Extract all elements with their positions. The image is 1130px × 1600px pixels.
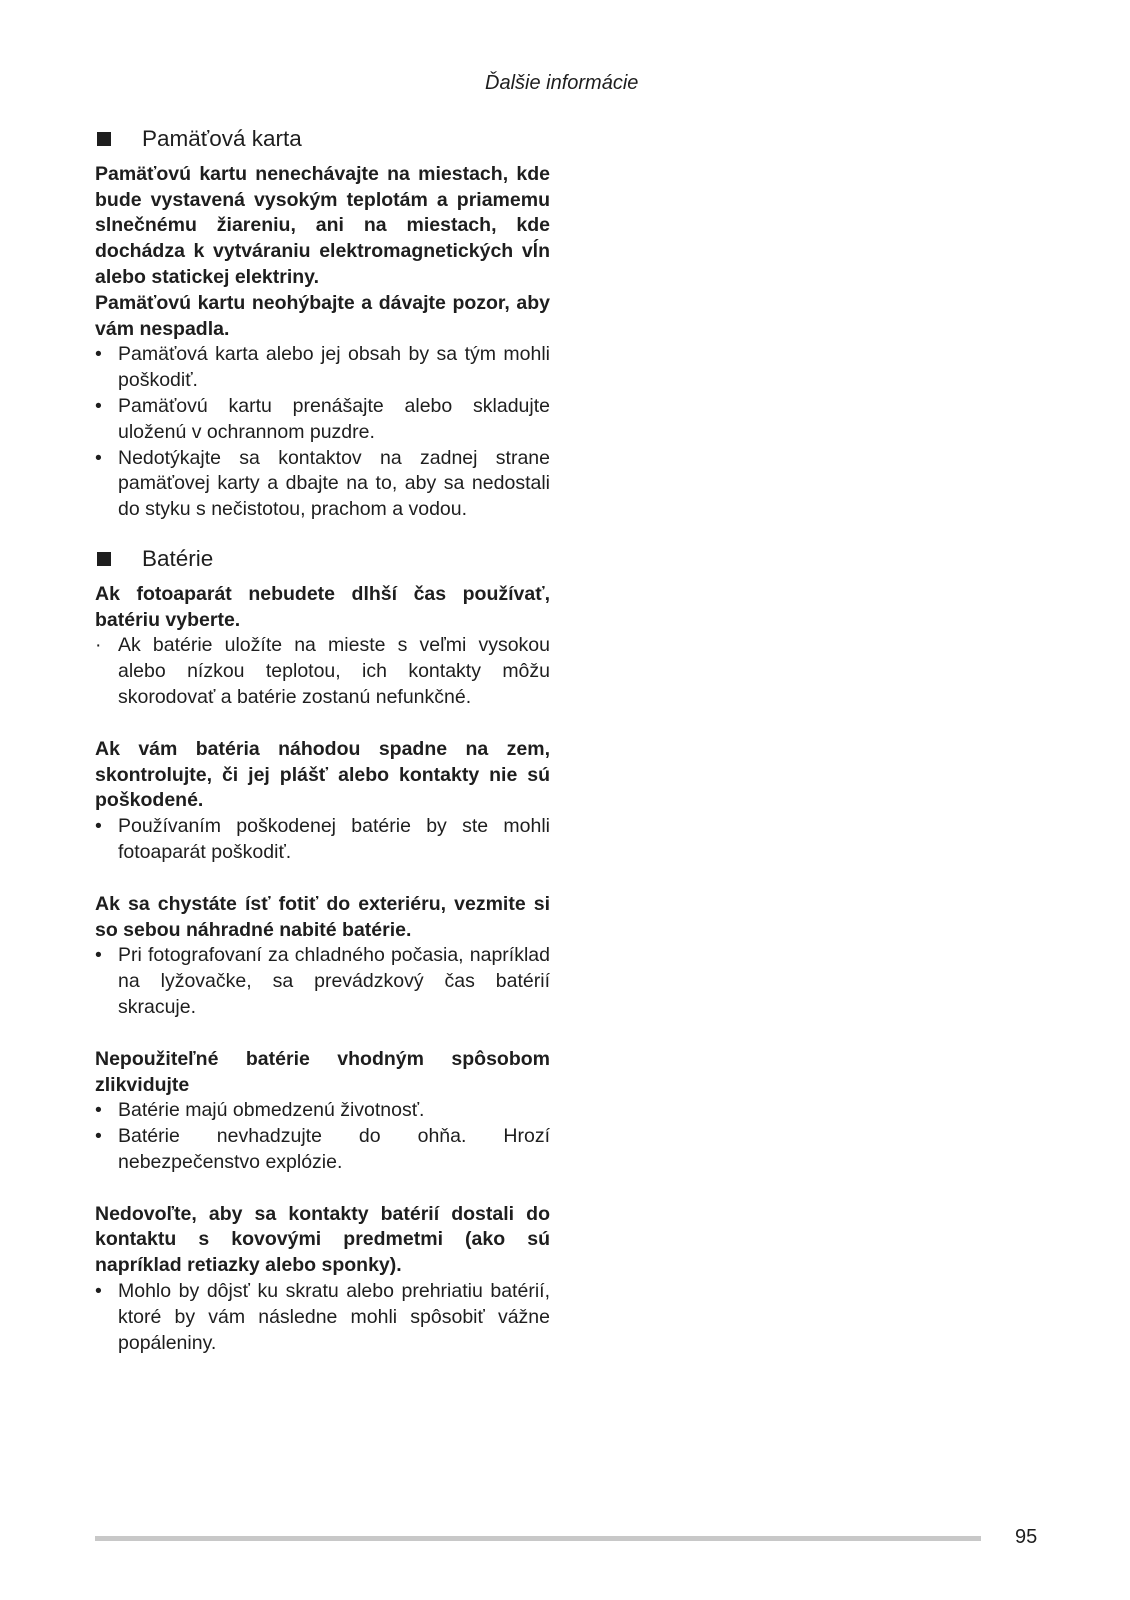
bold-instruction: Pamäťovú kartu nenechávajte na miestach, kde bude vystavená vysokým teplotám a priamemu slnečnému žiareniu, ani na miestach, kde dochádza k vytváraniu elektromagnetických vĺn alebo statickej elektriny.	[95, 162, 550, 288]
list-item-text: Mohlo by dôjsť ku skratu alebo prehriatiu batérií, ktoré by vám následne mohli spôsobiť vážne popáleniny.	[118, 1280, 550, 1354]
section-title-batteries	[95, 546, 550, 572]
list-item-text: Pamäťovú kartu prenášajte alebo skladujte uloženú v ochrannom puzdre.	[118, 394, 550, 443]
bold-instruction: Ak fotoaparát nebudete dlhší čas používať, batériu vyberte.	[95, 582, 550, 631]
list-item	[95, 633, 550, 710]
bullet-dot-icon: ·	[95, 634, 102, 657]
bullet-list	[95, 943, 550, 1020]
running-header: Ďalšie informácie	[485, 72, 639, 94]
bold-instruction: Pamäťovú kartu neohýbajte a dávajte pozor, aby vám nespadla.	[95, 291, 550, 340]
list-item	[95, 1124, 550, 1176]
list-item	[95, 342, 550, 394]
list-item-text: Batérie nevhadzujte do ohňa. Hrozí nebezpečenstvo explózie.	[118, 1125, 550, 1173]
square-bullet-icon	[97, 552, 111, 566]
bullet-list	[95, 814, 550, 866]
list-item	[95, 943, 550, 1020]
bullet-dot-icon: •	[95, 1099, 102, 1122]
section-title-text: Pamäťová karta	[142, 126, 302, 151]
bullet-dot-icon: •	[95, 343, 102, 366]
list-item-text: Batérie majú obmedzenú životnosť.	[118, 1099, 425, 1122]
list-item	[95, 446, 550, 523]
list-item-text: Pri fotografovaní za chladného počasia, napríklad na lyžovačke, sa prevádzkový čas batérií skracuje.	[118, 944, 550, 1018]
list-item-text: Nedotýkajte sa kontaktov na zadnej strane pamäťovej karty a dbajte na to, aby sa nedostali do styku s nečistotou, prachom a vodou.	[118, 446, 550, 521]
list-item	[95, 814, 550, 866]
list-item	[95, 394, 550, 446]
bullet-dot-icon: •	[95, 1280, 102, 1303]
bullet-dot-icon: •	[95, 394, 102, 417]
bullet-dot-icon: •	[95, 815, 102, 838]
bold-instruction: Ak sa chystáte ísť fotiť do exteriéru, vezmite si so sebou náhradné nabité batérie.	[95, 892, 550, 941]
bullet-dot-icon: •	[95, 944, 102, 967]
bullet-list	[95, 342, 550, 523]
square-bullet-icon	[97, 132, 111, 146]
list-item	[95, 1098, 550, 1124]
list-item-text: Používaním poškodenej batérie by ste mohli fotoaparát poškodiť.	[118, 815, 550, 863]
section-title-memory-card	[95, 126, 550, 152]
bold-instruction: Nedovoľte, aby sa kontakty batérií dostali do kontaktu s kovovými predmetmi (ako sú napríklad retiazky alebo sponky).	[95, 1202, 550, 1277]
list-item-text: Pamäťová karta alebo jej obsah by sa tým mohli poškodiť.	[118, 343, 550, 392]
bullet-dot-icon: •	[95, 446, 102, 469]
bullet-dot-icon: •	[95, 1125, 102, 1148]
bold-instruction: Nepoužiteľné batérie vhodným spôsobom zlikvidujte	[95, 1047, 550, 1096]
text-column	[95, 126, 550, 1356]
section-title-text: Batérie	[142, 545, 214, 571]
list-item	[95, 1279, 550, 1356]
footer-rule	[95, 1536, 981, 1541]
bullet-list	[95, 1279, 550, 1356]
bullet-list	[95, 1098, 550, 1175]
list-item-text: Ak batérie uložíte na mieste s veľmi vysokou alebo nízkou teplotou, ich kontakty môžu skorodovať a batérie zostanú nefunkčné.	[118, 634, 550, 708]
bold-instruction: Ak vám batéria náhodou spadne na zem, skontrolujte, či jej plášť alebo kontakty nie sú poškodené.	[95, 737, 550, 812]
page-number: 95	[1015, 1526, 1038, 1548]
bullet-list	[95, 633, 550, 710]
